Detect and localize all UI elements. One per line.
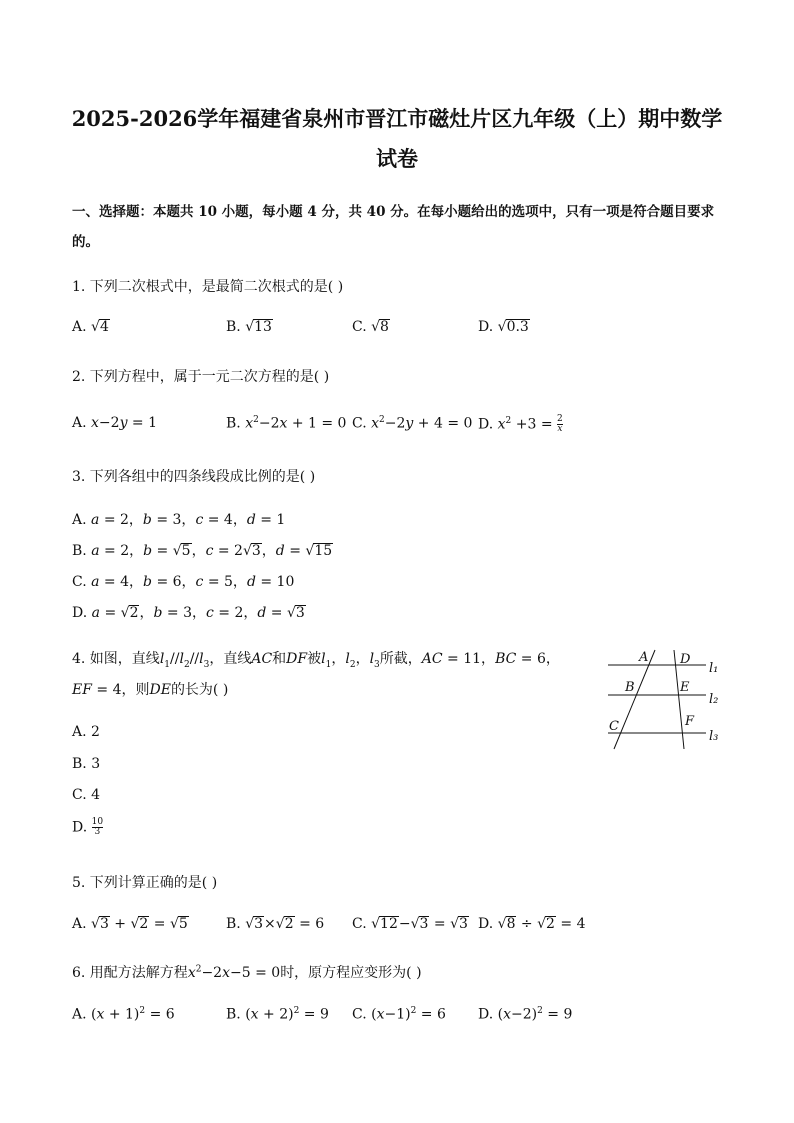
label-d: D [680, 652, 691, 667]
label-l3: l₃ [709, 729, 719, 744]
section-heading: 一、选择题：本题共 10 小题，每小题 4 分，共 40 分。在每小题给出的选项中，只有一项是符合题目要求 [72, 204, 715, 220]
q2-option-b: B. $x^2-2x + 1 = 0$ [226, 415, 347, 432]
question-1-stem: 1. 下列二次根式中，是最简二次根式的是( ) [72, 279, 344, 295]
q1-option-b: B. √13 [226, 319, 272, 335]
q1-option-c: C. √8 [352, 319, 389, 335]
q6-option-c: C. $(x-1)^2 = 6$ [352, 1006, 446, 1023]
q2-option-d: D. $x^2 +3$ = $\frac{2}{x}$ [478, 414, 563, 434]
q5-option-b: B. √3×√2 = 6 [226, 916, 325, 932]
question-4-stem-continued: EF = 4，则DE的长为( ) [72, 682, 229, 698]
q2-option-c: C. $x^2-2y + 4 = 0$ [352, 415, 473, 432]
q4-option-d: D. $\frac{10}{3}$ [72, 817, 104, 837]
label-l1: l₁ [709, 661, 719, 676]
page-title: 2025-2026学年福建省泉州市晋江市磁灶片区九年级（上）期中数学 [71, 106, 723, 131]
q1-option-a: A. √4 [72, 319, 109, 335]
q3-option-d: D. a = √2，b = 3，c = 2，d = √3 [72, 605, 305, 621]
parallel-lines-figure [600, 645, 730, 755]
page-title-continued: 试卷 [376, 146, 418, 171]
q3-option-b: B. a = 2，b = √5，c = 2√3，d = √15 [72, 543, 333, 559]
q4-option-a: A. 2 [72, 724, 100, 740]
question-4-stem: 4. 如图，直线$l_1//l_2//l_3$，直线AC和DF被$l_1$，$l_2$，$l_3$所截，AC = 11，BC = 6， [72, 651, 560, 670]
label-b: B [625, 680, 635, 695]
q3-option-c: C. a = 4，b = 6，c = 5，d = 10 [72, 574, 295, 590]
q6-option-b: B. $(x + 2)^2 = 9$ [226, 1006, 329, 1023]
q2-option-a: A. x−2y = 1 [72, 415, 158, 431]
q6-option-d: D. $(x-2)^2 = 9$ [478, 1006, 573, 1023]
question-3-stem: 3. 下列各组中的四条线段成比例的是( ) [72, 469, 316, 485]
q5-option-a: A. √3 + √2 = √5 [72, 916, 188, 932]
q5-option-d: D. √8 ÷ √2 = 4 [478, 916, 586, 932]
label-e: E [680, 680, 690, 695]
label-c: C [609, 719, 619, 734]
question-6-stem: 6. 用配方法解方程$x^2-2x-5 = 0$时，原方程应变形为( ) [72, 964, 422, 981]
label-l2: l₂ [709, 692, 719, 707]
question-2-stem: 2. 下列方程中，属于一元二次方程的是( ) [72, 369, 330, 385]
label-f: F [685, 714, 695, 729]
q6-option-a: A. $(x + 1)^2 = 6$ [72, 1006, 175, 1023]
label-a: A [639, 650, 649, 665]
q3-option-a: A. a = 2，b = 3，c = 4，d = 1 [72, 512, 286, 528]
section-heading-continued: 的。 [72, 234, 99, 250]
q5-option-c: C. √12−√3 = √3 [352, 916, 468, 932]
q4-option-c: C. 4 [72, 787, 101, 803]
q1-option-d: D. √0.3 [478, 319, 529, 335]
q4-option-b: B. 3 [72, 756, 101, 772]
question-5-stem: 5. 下列计算正确的是( ) [72, 875, 218, 891]
